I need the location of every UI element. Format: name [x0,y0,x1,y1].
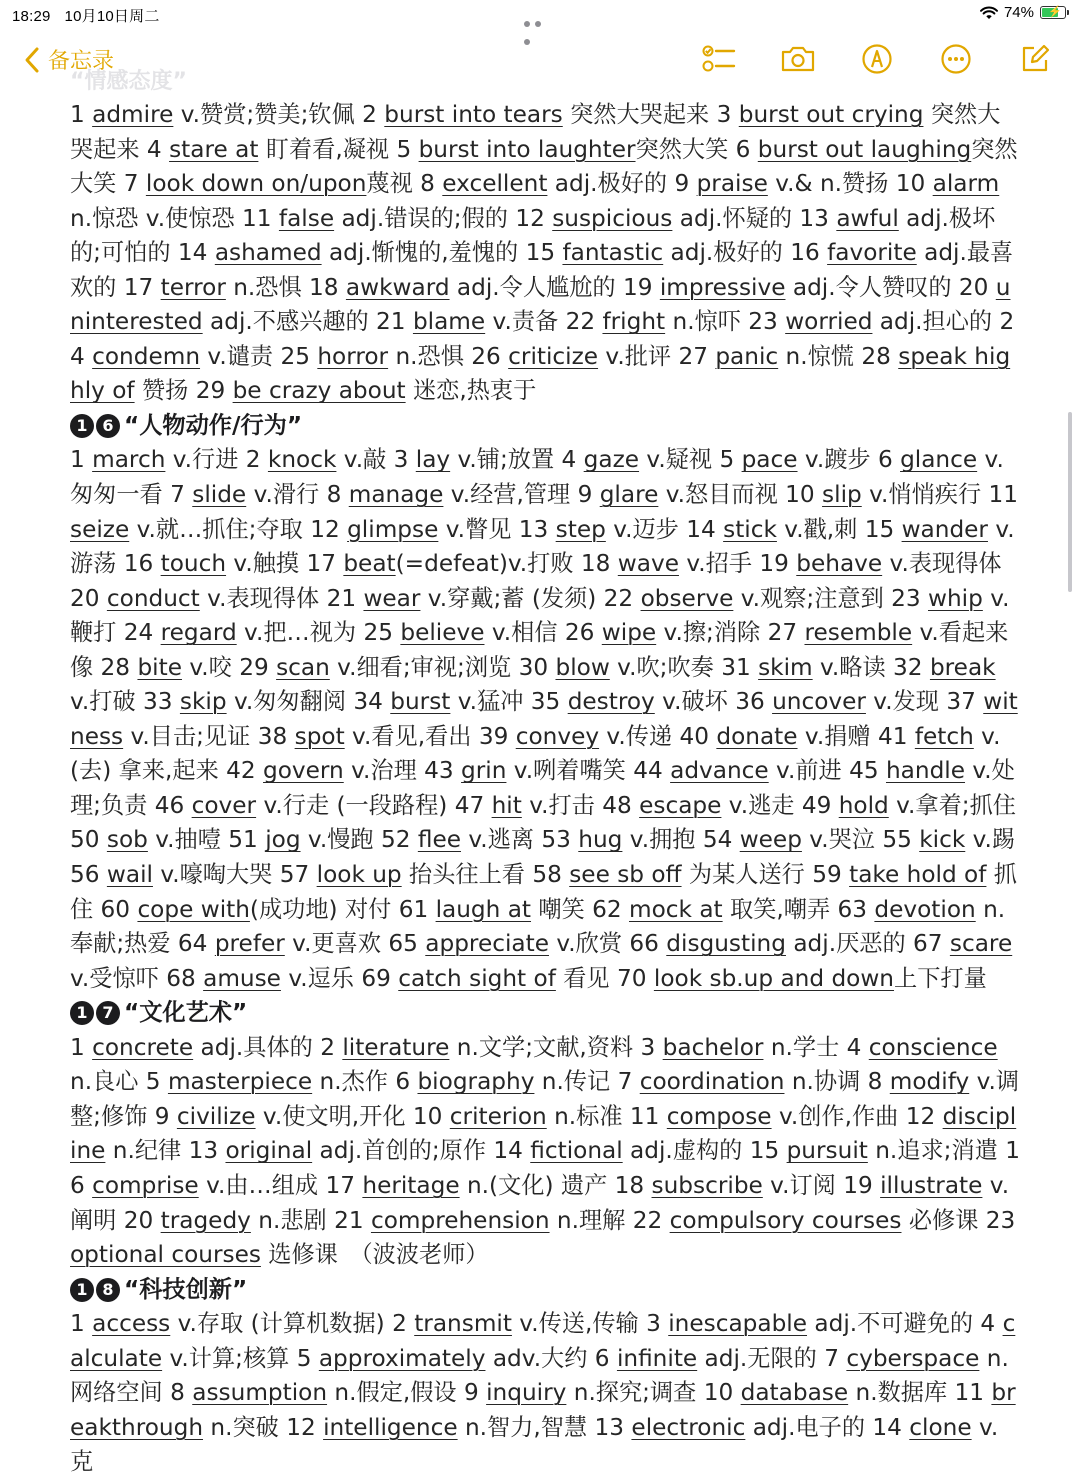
vocab-term: glance [900,446,978,474]
status-time: 18:29 [12,8,51,25]
vocab-term: speak highly of [70,342,1011,405]
vocab-term: look sb.up and down [653,964,895,992]
note-body[interactable] [70,98,1020,1476]
section-number-badge [70,414,122,438]
vocab-term: tragedy [160,1206,251,1234]
vocab-term: terror [160,273,226,301]
vocab-term: concrete [92,1033,194,1061]
vocab-term: clone [909,1413,972,1441]
vocab-term: inquiry [486,1379,567,1407]
vocab-term: blame [412,308,486,336]
vocab-term: spot [294,722,345,750]
vocab-term: destroy [567,688,655,716]
section-title: “人物动作/行为” [124,411,303,439]
scrollbar[interactable] [1068,412,1072,592]
chevron-left-icon [24,47,40,73]
vocab-term: grin [461,757,507,785]
status-date: 10月10日周二 [64,8,160,25]
section-title: “科技创新” [124,1275,248,1303]
vocab-term: behave [796,550,883,578]
vocab-term: pursuit [786,1137,868,1165]
vocab-term: devotion [874,895,976,923]
vocab-term: witness [70,688,1018,750]
camera-icon[interactable] [781,42,815,76]
section-heading [70,1273,1020,1308]
vocab-term: break [929,653,996,681]
vocab-term: burst out crying [738,101,924,128]
number-circle: 1 [70,1278,94,1302]
section-title: “文化艺术” [124,999,248,1027]
vocab-term: transmit [414,1310,512,1338]
vocab-term: access [92,1310,171,1338]
vocab-term: burst into laughter [418,135,636,163]
vocab-term: cyberspace [846,1344,980,1372]
vocab-term: literature [342,1033,450,1061]
back-label: 备忘录 [48,49,115,74]
note-paragraph: 1 concrete adj.具体的 2 literature n.文学;文献,资料 3 bachelor n.学士 4 conscience n.良心 5 masterpiece n.杰作 6 biography n.传记 7 coordination n.协调 8 modify v.调整;修饰 9 civilize v.使文明,开化 10 criterion n.标准 11 compose v.创作,作曲 12 discipline n.纪律 13 original adj.首创的;原作 14 fictional adj.虚构的 15 pursuit n.追求;消遣 16 comprise v.由…组成 17 heritage n.(文化) 遗产 18 subscribe v.订阅 19 illustrate v.阐明 20 tragedy n.悲剧 21 comprehension n.理解 22 compulsory courses 必修课 23 optional courses 选修课 （波波老师） [70,1033,1020,1269]
vocab-term: inescapable [668,1310,808,1338]
note-paragraph: 1 access v.存取 (计算机数据) 2 transmit v.传送,传输 3 inescapable adj.不可避免的 4 calculate v.计算;核算 5 approximately adv.大约 6 infinite adj.无限的 7 cyberspace n.网络空间 8 assumption n.假定,假设 9 inquiry n.探究;调查 10 database n.数据库 11 breakthrough n.突破 12 intelligence n.智力,智慧 13 electronic adj.电子的 14 clone v.克 [70,1310,1016,1476]
vocab-term: burst out laughing [757,135,972,163]
vocab-term: wail [106,861,153,889]
vocab-term: govern [263,757,344,785]
number-circle: 7 [96,1001,120,1025]
vocab-term: look up [316,861,402,889]
vocab-term: seize [70,515,130,543]
markup-pen-icon[interactable] [860,42,894,76]
vocab-term: escape [639,791,722,819]
vocab-term: infinite [616,1344,698,1372]
vocab-term: scare [949,930,1013,958]
vocab-term: subscribe [651,1171,763,1199]
vocab-term: awkward [345,273,450,301]
vocab-term: uninterested [70,273,1011,336]
note-paragraph: 1 march v.行进 2 knock v.敲 3 lay v.铺;放置 4 gaze v.疑视 5 pace v.踱步 6 glance v.匆匆一看 7 slide v.滑行 8 manage v.经营,管理 9 glare v.怒目而视 10 slip v.悄悄疾行 11 seize v.就…抓住;夺取 12 glimpse v.瞥见 13 step v.迈步 14 stick v.戳,刺 15 wander v.游荡 16 touch v.触摸 17 beat(=defeat)v.打败 18 wave v.招手 19 behave v.表现得体 20 conduct v.表现得体 21 wear v.穿戴;蓄 (发须) 22 observe v.观察;注意到 23 whip v.鞭打 24 regard v.把…视为 25 believe v.相信 26 wipe v.擦;消除 27 resemble v.看起来像 28 bite v.咬 29 scan v.细看;审视;浏览 30 blow v.吹;吹奏 31 skim v.略读 32 break v.打破 33 skip v.匆匆翻阅 34 burst v.猛冲 35 destroy v.破坏 36 uncover v.发现 37 witness v.目击;见证 38 spot v.看见,看出 39 convey v.传递 40 donate v.捐赠 41 fetch v.(去) 拿来,起来 42 govern v.治理 43 grin v.咧着嘴笑 44 advance v.前进 45 handle v.处理;负责 46 cover v.行走 (一段路程) 47 hit v.打击 48 escape v.逃走 49 hold v.拿着;抓住 50 sob v.抽噎 51 jog v.慢跑 52 flee v.逃离 53 hug v.拥抱 54 weep v.哭泣 55 kick v.踢 56 wail v.嚎啕大哭 57 look up 抬头往上看 58 see sb off 为某人送行 59 take hold of 抓住 60 cope with(成功地) 对付 61 laugh at 嘲笑 62 mock at 取笑,嘲弄 63 devotion n.奉献;热爱 64 prefer v.更喜欢 65 appreciate v.欣赏 66 disgusting adj.厌恶的 67 scare v.受惊吓 68 amuse v.逗乐 69 catch sight of 看见 70 look sb.up and down上下打量 [70,446,1019,992]
number-circle: 1 [70,414,94,438]
battery-icon [1040,6,1066,19]
vocab-term: gaze [583,446,640,474]
vocab-term: cover [191,791,257,819]
vocab-term: weep [739,826,802,854]
vocab-term: cope with [137,895,250,923]
vocab-term: burst into tears [384,101,563,128]
vocab-term: praise [696,170,768,198]
vocab-term: stare at [169,135,259,163]
vocab-term: electronic [631,1413,746,1441]
vocab-term: uncover [772,688,866,716]
vocab-term: panic [715,342,779,370]
vocab-term: illustrate [880,1171,983,1199]
section-heading [70,996,1020,1031]
vocab-term: handle [885,757,966,785]
vocab-term: breakthrough [70,1379,1016,1441]
vocab-term: comprise [92,1171,199,1199]
vocab-term: assumption [192,1379,328,1407]
vocab-term: glare [599,481,659,509]
vocab-term: awful [836,204,899,232]
vocab-term: mock at [629,895,723,923]
vocab-term: be crazy about [232,377,406,405]
vocab-term: condemn [92,342,201,370]
vocab-term: skim [758,653,813,681]
vocab-term: criticize [508,342,599,370]
number-circle: 6 [96,414,120,438]
vocab-term: whip [928,584,983,612]
vocab-term: worried [785,308,873,336]
vocab-term: fright [602,308,666,336]
vocab-term: kick [919,826,966,854]
vocab-term: amuse [203,964,281,992]
status-bar [0,0,1080,34]
vocab-term: believe [400,619,485,647]
vocab-term: knock [267,446,337,474]
vocab-term: look down on/upon [145,170,367,198]
checklist-icon[interactable] [702,42,736,76]
vocab-term: see sb off [569,861,682,889]
status-left [12,5,160,26]
note-paragraph: 1 admire v.赞赏;赞美;钦佩 2 burst into tears 突然大哭起来 3 burst out crying 突然大哭起来 4 stare at 盯着看,凝视 5 burst into laughter突然大笑 6 burst out laughing突然大笑 7 look down on/upon蔑视 8 excellent adj.极好的 9 praise v.& n.赞扬 10 alarm n.惊恐 v.使惊恐 11 false adj.错误的;假的 12 suspicious adj.怀疑的 13 awful adj.极坏的;可怕的 14 ashamed adj.惭愧的,羞愧的 15 fantastic adj.极好的 16 favorite adj.最喜欢的 17 terror n.恐惧 18 awkward adj.令人尴尬的 19 impressive adj.令人赞叹的 20 uninterested adj.不感兴趣的 21 blame v.责备 22 fright n.惊吓 23 worried adj.担心的 24 condemn v.谴责 25 horror n.恐惧 26 criticize v.批评 27 panic n.惊慌 28 speak highly of 赞扬 29 be crazy about 迷恋,热衷于 [70,101,1018,405]
vocab-term: hit [491,791,522,819]
multitasking-dots-icon[interactable] [524,13,556,21]
vocab-term: appreciate [425,930,549,958]
vocab-term: pace [741,446,798,474]
vocab-term: donate [716,722,798,750]
vocab-term: original [225,1137,313,1165]
vocab-term: compose [666,1102,772,1130]
vocab-term: laugh at [435,895,532,923]
section-heading [70,409,1020,444]
vocab-term: approximately [318,1344,486,1372]
vocab-term: heritage [362,1171,460,1199]
vocab-term: beat [343,550,396,578]
status-right [980,4,1066,21]
vocab-term: take hold of [849,861,987,889]
vocab-term: touch [160,550,227,578]
vocab-term: slide [192,481,247,509]
vocab-term: fictional [530,1137,623,1165]
vocab-term: flee [417,826,461,854]
vocab-term: false [278,204,335,232]
vocab-term: impressive [659,273,786,301]
vocab-term: stick [723,515,777,543]
section-number-badge [70,1278,122,1302]
number-circle: 1 [70,1001,94,1025]
vocab-term: blow [555,653,610,681]
vocab-term: disgusting [666,930,786,958]
vocab-term: regard [160,619,237,647]
vocab-term: jog [265,826,301,854]
vocab-term: bachelor [662,1033,764,1061]
vocab-term: excellent [442,170,548,198]
vocab-term: criterion [449,1102,547,1130]
vocab-term: glimpse [347,515,439,543]
vocab-term: wander [901,515,988,543]
vocab-term: horror [317,342,389,370]
vocab-term: bite [137,653,182,681]
vocab-term: manage [348,481,444,509]
vocab-term: admire [92,101,174,128]
vocab-term: biography [417,1068,535,1096]
vocab-term: hug [578,826,623,854]
vocab-term: scan [276,653,330,681]
vocab-term: fantastic [562,239,664,267]
vocab-term: wear [363,584,421,612]
wifi-icon [980,6,998,20]
vocab-term: ashamed [214,239,322,267]
compose-icon[interactable] [1018,42,1052,76]
vocab-term: modify [889,1068,970,1096]
scrolled-title-ghost: “情感态度” [70,69,187,94]
vocab-term: lay [415,446,451,474]
vocab-term: catch sight of [398,964,556,992]
vocab-term: slip [822,481,862,509]
vocab-term: march [92,446,166,474]
more-icon[interactable] [939,42,973,76]
vocab-term: calculate [70,1310,1016,1372]
vocab-term: intelligence [323,1413,458,1441]
section-number-badge [70,1001,122,1025]
number-circle: 8 [96,1278,120,1302]
vocab-term: civilize [176,1102,256,1130]
vocab-term: suspicious [552,204,673,232]
vocab-term: conscience [868,1033,998,1061]
vocab-term: fetch [914,722,974,750]
vocab-term: burst [390,688,451,716]
vocab-term: prefer [214,930,285,958]
vocab-term: database [740,1379,849,1407]
battery-percent: 74% [1003,4,1034,21]
vocab-term: advance [670,757,769,785]
vocab-term: resemble [804,619,913,647]
vocab-term: favorite [827,239,917,267]
vocab-term: masterpiece [167,1068,313,1096]
toolbar [702,42,1052,76]
vocab-term: wipe [601,619,657,647]
vocab-term: sob [106,826,148,854]
vocab-term: skip [179,688,227,716]
vocab-term: hold [838,791,889,819]
vocab-term: step [555,515,606,543]
vocab-term: comprehension [370,1206,550,1234]
vocab-term: convey [515,722,600,750]
vocab-term: coordination [639,1068,785,1096]
vocab-term: optional courses [70,1241,261,1269]
vocab-term: wave [617,550,679,578]
vocab-term: compulsory courses [669,1206,902,1234]
vocab-term: conduct [106,584,200,612]
vocab-term: alarm [932,170,1000,198]
vocab-term: discipline [70,1102,1017,1165]
vocab-term: observe [640,584,734,612]
charging-bolt-icon: ⚡ [1048,6,1062,18]
